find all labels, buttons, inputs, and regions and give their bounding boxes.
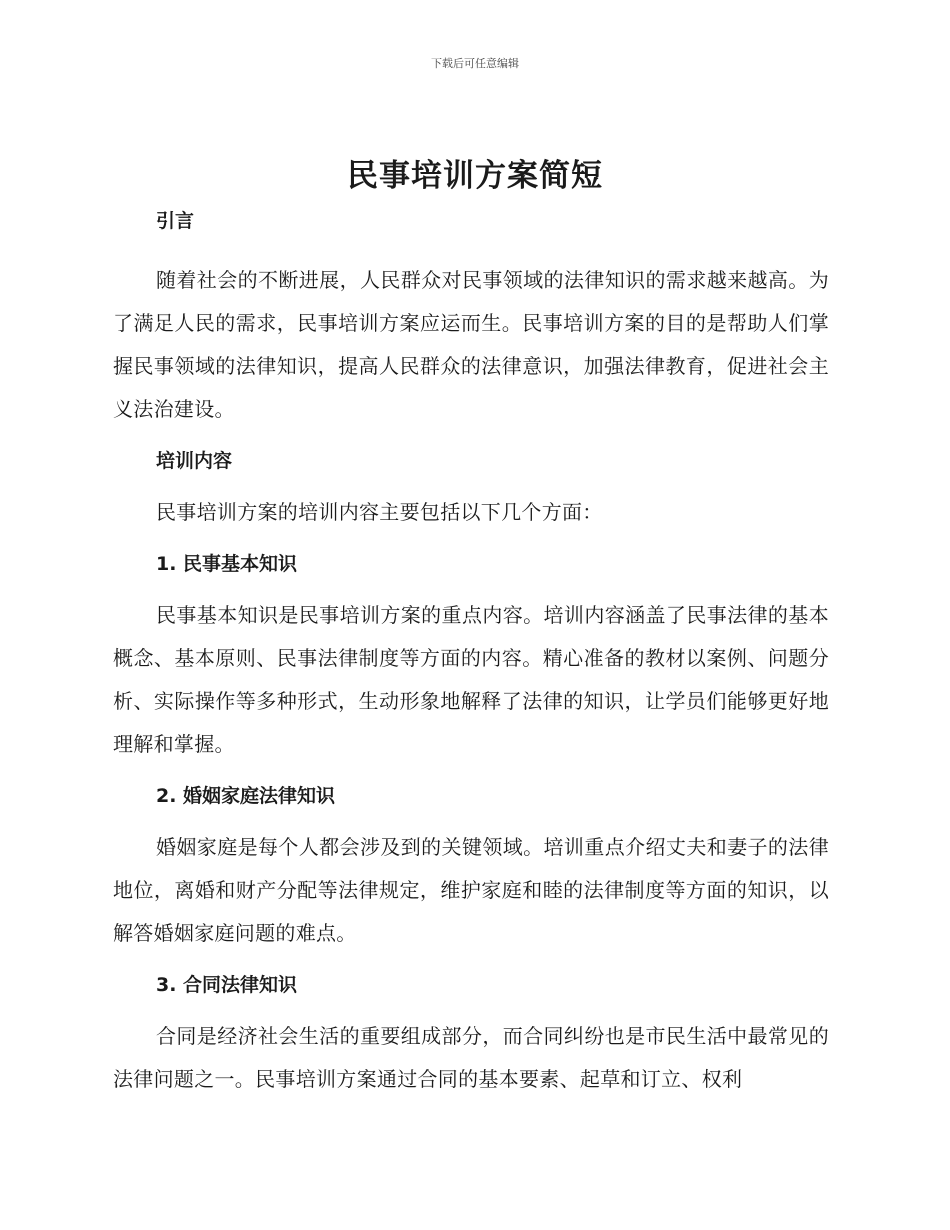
- document-body: [113, 205, 829, 1101]
- header-note: 下载后可任意编辑: [431, 57, 519, 70]
- document-title: 民事培训方案简短: [347, 158, 603, 194]
- section-heading-intro: 引言: [156, 210, 195, 232]
- section-heading-contract-law: 3. 合同法律知识: [156, 974, 298, 996]
- section-heading-training-content: 培训内容: [156, 450, 233, 472]
- paragraph: 民事基本知识是民事培训方案的重点内容。培训内容涵盖了民事法律的基本概念、基本原则、民事法律制度等方面的内容。精心准备的教材以案例、问题分析、实际操作等多种形式，生动形象地解释了法律的知识，让学员们能够更好地理解和掌握。: [113, 603, 829, 756]
- paragraph: 民事培训方案的培训内容主要包括以下几个方面：: [156, 500, 603, 524]
- paragraph: 合同是经济社会生活的重要组成部分，而合同纠纷也是市民生活中最常见的法律问题之一。民事培训方案通过合同的基本要素、起草和订立、权利: [113, 1024, 829, 1091]
- paragraph: 婚姻家庭是每个人都会涉及到的关键领域。培训重点介绍丈夫和妻子的法律地位，离婚和财产分配等法律规定，维护家庭和睦的法律制度等方面的知识，以解答婚姻家庭问题的难点。: [113, 835, 829, 945]
- paragraph: 随着社会的不断进展，人民群众对民事领域的法律知识的需求越来越高。为了满足人民的需求，民事培训方案应运而生。民事培训方案的目的是帮助人们掌握民事领域的法律知识，提高人民群众的法律意识，加强法律教育，促进社会主义法治建设。: [113, 268, 829, 421]
- section-heading-civil-basics: 1. 民事基本知识: [156, 553, 298, 575]
- section-heading-marriage-family: 2. 婚姻家庭法律知识: [156, 785, 336, 807]
